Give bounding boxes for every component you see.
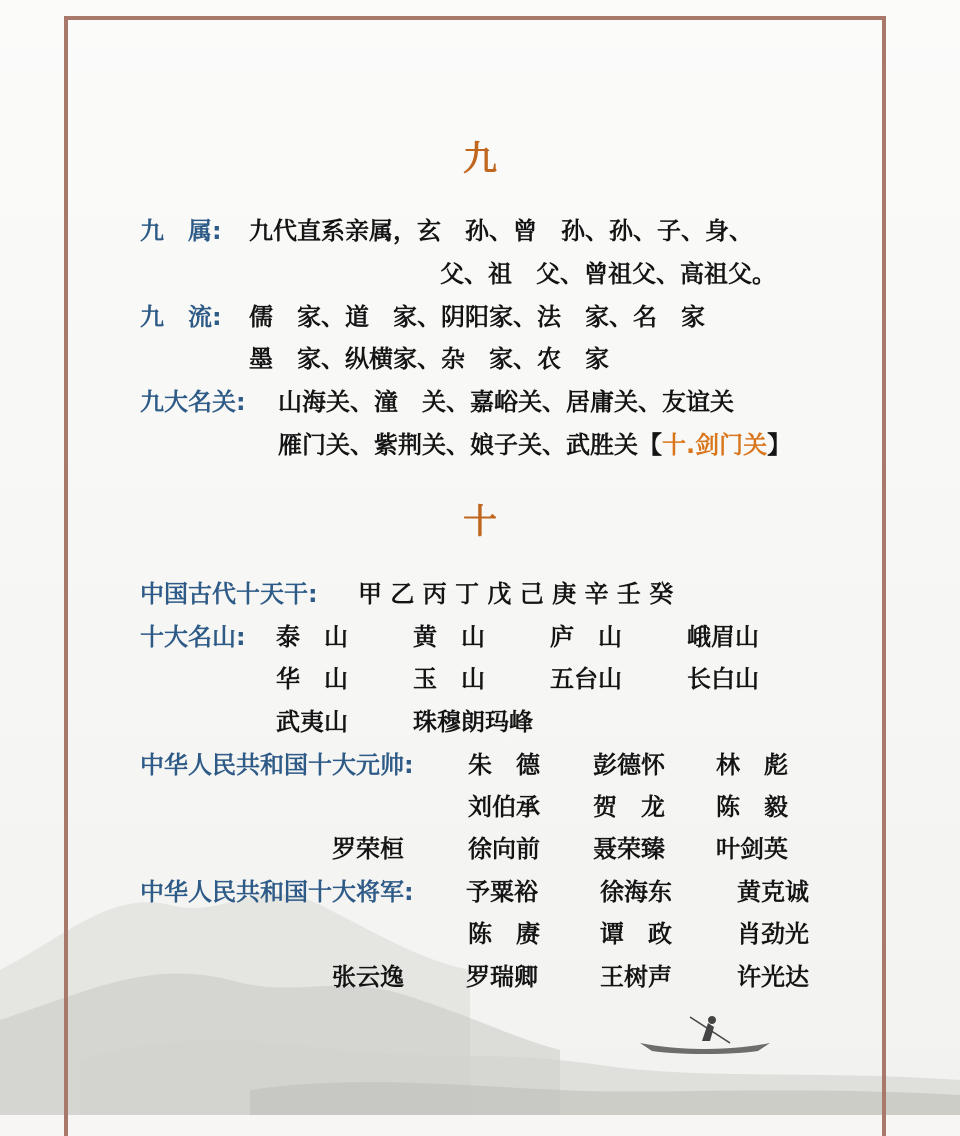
item-nine-schools-line-1: 儒 家、道 家、阴阳家、法 家、名 家 [249, 303, 705, 331]
general-name: 许光达 [737, 963, 809, 991]
general-name: 肖劲光 [737, 920, 809, 948]
item-nine-relatives-label: 九 属: [140, 217, 222, 245]
passes-line-2-text: 雁门关、紫荆关、娘子关、武胜关【 [278, 431, 662, 459]
section-ten-heading: 十 [463, 502, 497, 542]
general-name: 谭 政 [600, 920, 672, 948]
mountain-name: 武夷山 [276, 708, 348, 736]
marshal-name: 叶剑英 [716, 835, 788, 863]
marshal-name: 彭德怀 [593, 751, 665, 779]
general-name: 陈 赓 [468, 920, 540, 948]
marshal-name: 徐向前 [468, 835, 540, 863]
item-ten-stems-line: 甲 乙 丙 丁 戊 己 庚 辛 壬 癸 [358, 580, 674, 608]
mountain-name: 华 山 [276, 665, 348, 693]
marshal-name: 陈 毅 [716, 793, 788, 821]
item-ten-marshals-label: 中华人民共和国十大元帅: [140, 751, 414, 779]
general-name: 罗瑞卿 [466, 963, 538, 991]
item-ten-stems-label: 中国古代十天干: [140, 580, 318, 608]
marshal-name: 罗荣桓 [332, 835, 404, 863]
mountain-name: 庐 山 [550, 623, 622, 651]
general-name: 王树声 [600, 963, 672, 991]
mountain-name: 玉 山 [413, 665, 485, 693]
passes-accent-jianmen: 十.剑门关 [662, 431, 768, 459]
general-name: 黄克诚 [737, 878, 809, 906]
general-name: 张云逸 [332, 963, 404, 991]
general-name: 予粟裕 [466, 878, 538, 906]
item-nine-relatives-line-2: 父、祖 父、曾祖父、高祖父。 [440, 260, 776, 288]
passes-line-2-close: 】 [767, 431, 792, 459]
mountain-name: 黄 山 [413, 623, 485, 651]
mountain-name: 珠穆朗玛峰 [413, 708, 533, 736]
item-nine-schools-label: 九 流: [140, 303, 222, 331]
section-nine-heading: 九 [463, 139, 497, 179]
general-name: 徐海东 [600, 878, 672, 906]
item-nine-passes-line-1: 山海关、潼 关、嘉峪关、居庸关、友谊关 [278, 388, 734, 416]
marshal-name: 林 彪 [716, 751, 788, 779]
item-nine-schools-line-2: 墨 家、纵横家、杂 家、农 家 [249, 345, 609, 373]
mountain-name: 泰 山 [276, 623, 348, 651]
item-nine-relatives-line-1: 九代直系亲属，玄 孙、曾 孙、孙、子、身、 [249, 217, 753, 245]
item-ten-generals-label: 中华人民共和国十大将军: [140, 878, 414, 906]
mountain-name: 峨眉山 [687, 623, 759, 651]
item-nine-passes-line-2 [278, 433, 791, 457]
mountain-name: 长白山 [687, 665, 759, 693]
marshal-name: 刘伯承 [468, 793, 540, 821]
item-nine-passes-label: 九大名关: [140, 388, 246, 416]
marshal-name: 贺 龙 [593, 793, 665, 821]
item-ten-mountains-label: 十大名山: [140, 623, 246, 651]
marshal-name: 聂荣臻 [593, 835, 665, 863]
marshal-name: 朱 德 [468, 751, 540, 779]
mountain-name: 五台山 [550, 665, 622, 693]
